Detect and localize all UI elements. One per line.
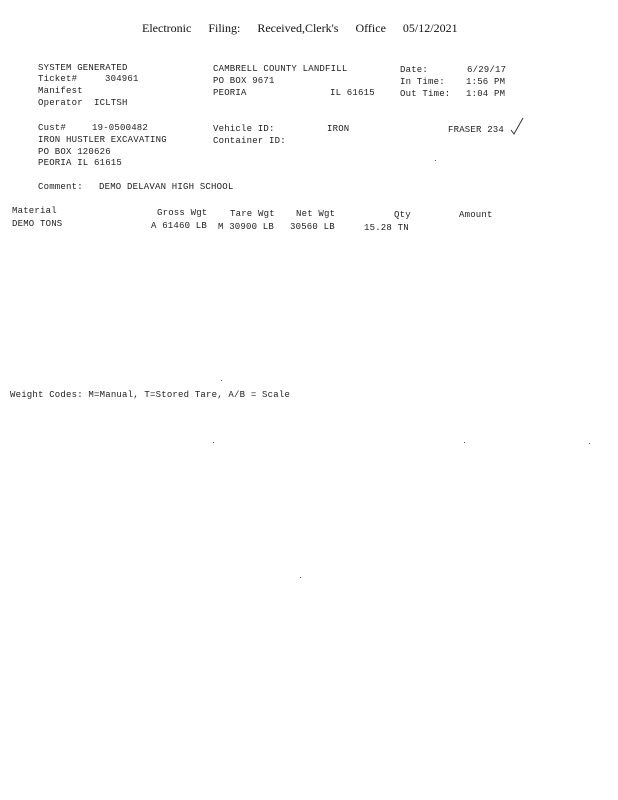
row-material: DEMO TONS: [12, 219, 63, 229]
landfill-state-zip: IL 61615: [330, 88, 375, 98]
scan-speck: [213, 442, 214, 443]
system-generated-label: SYSTEM GENERATED: [38, 63, 128, 73]
weight-codes-legend: Weight Codes: M=Manual, T=Stored Tare, A/B = Scale: [10, 390, 291, 400]
customer-label: Cust#: [38, 123, 67, 133]
stamp-electronic: Electronic: [142, 21, 192, 35]
row-gross-weight: A 61460 LB: [151, 221, 208, 231]
date-label: Date:: [400, 65, 429, 75]
net-weight-header: Net Wgt: [296, 209, 336, 219]
scan-speck: [435, 160, 436, 161]
date-value: 6/29/17: [467, 65, 507, 75]
stamp-filing: Filing:: [208, 21, 241, 35]
out-time-value: 1:04 PM: [466, 89, 506, 99]
electronic-filing-stamp: [142, 21, 458, 36]
landfill-city: PEORIA: [213, 88, 247, 98]
comment-value: DEMO DELAVAN HIGH SCHOOL: [99, 182, 234, 192]
hauler-id: FRASER 234: [448, 125, 505, 135]
container-id-label: Container ID:: [213, 136, 286, 146]
operator-label: Operator: [38, 98, 83, 108]
manifest-label: Manifest: [38, 86, 83, 96]
in-time-label: In Time:: [400, 77, 445, 87]
stamp-received-clerks: Received,Clerk's: [257, 21, 339, 35]
scan-speck: [464, 442, 465, 443]
vehicle-id-label: Vehicle ID:: [213, 124, 275, 134]
in-time-value: 1:56 PM: [466, 77, 506, 87]
ticket-number: 304961: [105, 74, 139, 84]
customer-po-box: PO BOX 120626: [38, 147, 111, 157]
customer-city-state-zip: PEORIA IL 61615: [38, 158, 123, 168]
stamp-office: Office: [355, 21, 386, 35]
comment-label: Comment:: [38, 182, 83, 192]
out-time-label: Out Time:: [400, 89, 451, 99]
scan-speck: [300, 577, 301, 578]
scan-speck: [221, 380, 222, 381]
quantity-header: Qty: [394, 210, 411, 220]
vehicle-id-value: IRON: [327, 124, 350, 134]
ticket-label: Ticket#: [38, 74, 78, 84]
customer-number: 19-0500482: [92, 123, 149, 133]
tare-weight-header: Tare Wgt: [230, 209, 275, 219]
material-header: Material: [12, 206, 57, 216]
stamp-date: 05/12/2021: [402, 21, 458, 35]
row-net-weight: 30560 LB: [290, 222, 335, 232]
operator-value: ICLTSH: [94, 98, 128, 108]
landfill-name: CAMBRELL COUNTY LANDFILL: [213, 64, 348, 74]
row-quantity: 15.28 TN: [364, 223, 409, 233]
row-tare-weight: M 30900 LB: [218, 222, 275, 232]
customer-name: IRON HUSTLER EXCAVATING: [38, 135, 167, 145]
landfill-po-box: PO BOX 9671: [213, 76, 275, 86]
amount-header: Amount: [459, 210, 493, 220]
scan-speck: [589, 443, 590, 444]
handwritten-check-icon: [509, 116, 525, 136]
gross-weight-header: Gross Wgt: [157, 208, 208, 218]
